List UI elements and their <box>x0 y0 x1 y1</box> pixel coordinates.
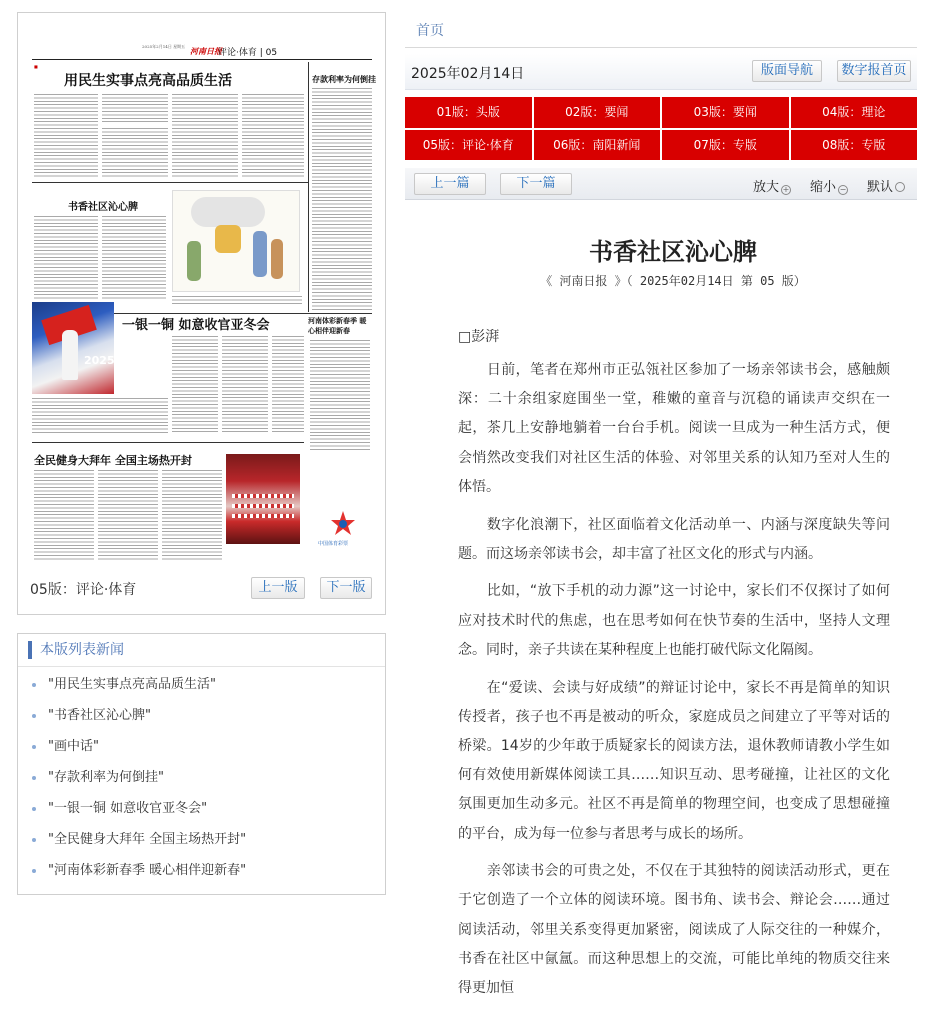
divider <box>18 666 385 667</box>
next-page-button[interactable]: 下一版 <box>320 577 372 599</box>
news-list-item[interactable] <box>32 798 246 829</box>
thumbnail-masthead <box>32 42 372 60</box>
thumbnail-tag: ■ <box>34 64 38 69</box>
thumbnail-headline-4[interactable]: 一银一铜 如意收官亚冬会 <box>122 318 270 333</box>
thumbnail-text-block <box>312 88 372 310</box>
news-list-item[interactable] <box>32 674 246 705</box>
zoom-in-label: 放大 <box>753 180 780 195</box>
article-paragraph: 比如，“放下手机的动力源”这一讨论中，家长们不仅探讨了如何应对技术时代的焦虑，也在思考如何在快节奏的生活中，坚持人文理念。同时，亲子共读在某种程度上也能打破代际文化隔阂。 <box>458 583 890 658</box>
page-news-list-panel <box>17 633 386 895</box>
edition-tab-02[interactable]: 02版：要闻 <box>534 97 661 128</box>
thumbnail-section: 评论·体育 | 05 <box>218 48 278 58</box>
thumbnail-text-block <box>162 470 222 560</box>
edition-nav <box>405 97 917 160</box>
news-list-item[interactable] <box>32 829 246 860</box>
thumbnail-divider <box>32 182 308 183</box>
thumbnail-photo-skier: 2025 <box>32 302 114 394</box>
article-body <box>458 356 890 1012</box>
newspaper-page-thumbnail[interactable] <box>32 40 376 568</box>
news-link[interactable]: "画中话" <box>48 739 99 754</box>
lottery-label: 中国体育彩票 <box>318 541 349 547</box>
minus-icon: − <box>839 185 847 194</box>
lottery-star-icon <box>330 510 356 536</box>
bullet-icon <box>32 683 36 687</box>
thumbnail-text-block <box>172 336 218 434</box>
thumbnail-text-block <box>102 216 166 300</box>
prev-page-button[interactable]: 上一版 <box>251 577 305 599</box>
thumbnail-headline-5[interactable]: 河南体彩新春季 暖心相伴迎新春 <box>308 316 367 335</box>
thumbnail-text-block <box>272 336 304 434</box>
plus-icon: + <box>782 185 790 194</box>
news-list-item[interactable] <box>32 705 246 736</box>
zoom-out-button[interactable] <box>810 176 848 195</box>
zoom-default-button[interactable] <box>867 176 905 195</box>
edition-tab-07[interactable]: 07版：专版 <box>662 130 789 161</box>
news-list-item[interactable] <box>32 736 246 767</box>
news-list-item[interactable] <box>32 860 246 891</box>
bullet-icon <box>32 714 36 718</box>
thumbnail-divider <box>308 62 309 312</box>
news-list <box>32 674 246 891</box>
bullet-icon <box>32 838 36 842</box>
thumbnail-text-block <box>102 128 168 178</box>
thumbnail-text-block <box>102 94 168 124</box>
page-preview-panel <box>17 12 386 615</box>
article-author: □彭湃 <box>458 329 500 345</box>
zoom-default-label: 默认 <box>867 180 894 195</box>
edition-tab-08[interactable]: 08版：专版 <box>791 130 918 161</box>
news-link[interactable]: "河南体彩新春季 暖心相伴迎新春" <box>48 863 247 878</box>
news-list-title: 本版列表新闻 <box>28 641 124 659</box>
article-paragraph: 日前，笔者在郑州市正弘瓴社区参加了一场亲邻读书会，感触颇深：二十余组家庭围坐一堂，稚嫩的童音与沉稳的诵读声交织在一起，茶几上安静地躺着一台台手机。阅读一旦成为一种生活方式，便会悄然改变我们对社区生活的体验、对邻里关系的认知乃至对人生的体悟。 <box>458 362 890 495</box>
current-page-label: 05版：评论·体育 <box>30 582 137 598</box>
issue-date: 2025年02月14日 <box>411 66 525 82</box>
prev-article-button[interactable]: 上一篇 <box>414 173 486 195</box>
bullet-icon <box>32 745 36 749</box>
thumbnail-caption <box>172 296 302 306</box>
thumbnail-headline-2[interactable]: 存款利率为何倒挂 <box>312 74 376 84</box>
divider <box>405 47 917 48</box>
article-paragraph: 数字化浪潮下，社区面临着文化活动单一、内涵与深度缺失等问题。而这场亲邻读书会，却丰富了社区文化的形式与内涵。 <box>458 516 890 562</box>
article-paragraph: 亲邻读书会的可贵之处，不仅在于其独特的阅读活动形式，更在于它创造了一个立体的阅读环境。图书角、读书会、辩论会……通过阅读活动，邻里关系变得更加紧密，阅读成了人际交往的一种媒介，书香在社区中氤氲。而这种思想上的交流，可能比单纯的物质交往来得更加恒 <box>458 863 890 997</box>
zoom-out-label: 缩小 <box>810 180 837 195</box>
article-toolbar <box>405 168 917 200</box>
edition-tab-04[interactable]: 04版：理论 <box>791 97 918 128</box>
thumbnail-headline-3[interactable]: 书香社区沁心脾 <box>68 202 138 213</box>
thumbnail-cartoon <box>172 190 300 292</box>
news-link[interactable]: "用民生实事点亮高品质生活" <box>48 677 216 692</box>
bullet-icon <box>32 869 36 873</box>
article-title: 书香社区沁心脾 <box>589 238 757 266</box>
thumbnail-date: 2025年2月14日 星期五 <box>142 44 186 49</box>
next-article-button[interactable]: 下一篇 <box>500 173 572 195</box>
edition-tab-03[interactable]: 03版：要闻 <box>662 97 789 128</box>
date-bar <box>405 54 917 90</box>
article-paragraph: 在“爱读、会读与好成绩”的辩证讨论中，家长不再是简单的知识传授者，孩子也不再是被动的听众，家庭成员之间建立了平等对话的桥梁。14岁的少年敢于质疑家长的阅读方法，退休教师请教小学生如何有效使用新媒体阅读工具……知识互动、思考碰撞，让社区的文化氛围更加生动多元。社区不再是简单的物理空间，也变成了思想碰撞的平台，成为每一位参与者思考与成长的场所。 <box>458 679 890 842</box>
news-link[interactable]: "一银一铜 如意收官亚冬会" <box>48 801 208 816</box>
thumbnail-divider <box>32 442 304 443</box>
news-link[interactable]: "书香社区沁心脾" <box>48 708 151 723</box>
edition-tab-01[interactable]: 01版：头版 <box>405 97 532 128</box>
thumbnail-text-block <box>222 336 268 434</box>
thumbnail-photo-stage <box>226 454 300 544</box>
circle-icon <box>895 182 905 192</box>
thumbnail-logo: 河南日报 <box>190 46 222 56</box>
zoom-in-button[interactable] <box>753 176 791 195</box>
thumbnail-text-block <box>242 94 304 178</box>
thumbnail-text-block <box>34 470 94 560</box>
article-source: 《 河南日报 》（ 2025年02月14日 第 05 版） <box>540 274 806 288</box>
home-link[interactable]: 首页 <box>416 23 444 39</box>
edition-tab-06[interactable]: 06版：南阳新闻 <box>534 130 661 161</box>
thumbnail-text-block <box>310 340 370 450</box>
bullet-icon <box>32 807 36 811</box>
news-link[interactable]: "存款利率为何倒挂" <box>48 770 164 785</box>
thumbnail-text-block <box>172 94 238 178</box>
thumbnail-headline-1[interactable]: 用民生实事点亮高品质生活 <box>64 73 232 89</box>
digital-home-button[interactable]: 数字报首页 <box>837 60 911 82</box>
layout-nav-button[interactable]: 版面导航 <box>752 60 822 82</box>
thumbnail-headline-6[interactable]: 全民健身大拜年 全国主场热开封 <box>34 454 192 467</box>
thumbnail-text-block <box>32 398 168 434</box>
thumbnail-text-block <box>98 470 158 560</box>
bullet-icon <box>32 776 36 780</box>
news-list-item[interactable] <box>32 767 246 798</box>
thumbnail-text-block <box>34 216 98 300</box>
thumbnail-text-block <box>34 94 98 178</box>
news-link[interactable]: "全民健身大拜年 全国主场热开封" <box>48 832 247 847</box>
edition-tab-05[interactable]: 05版：评论·体育 <box>405 130 532 161</box>
